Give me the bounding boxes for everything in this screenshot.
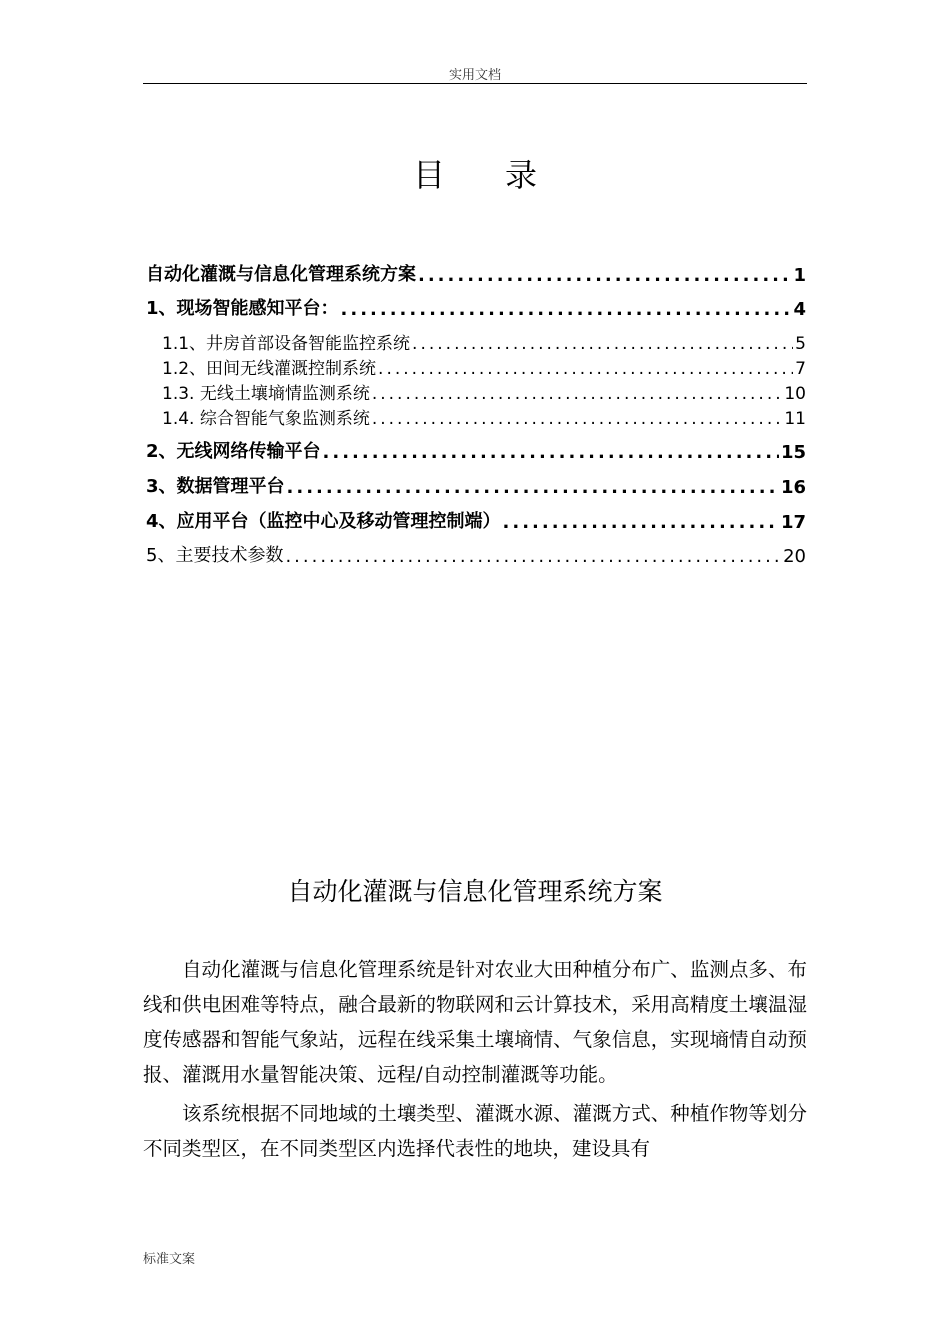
- toc-entry-page: 1: [793, 265, 806, 286]
- toc-entry-page: 20: [783, 546, 806, 567]
- toc-entry[interactable]: [146, 537, 806, 567]
- page-header: 实用文档: [448, 68, 501, 83]
- toc-entry-label: 1.3. 无线土壤墒情监测系统: [162, 384, 370, 404]
- toc-leader-dots: [323, 442, 779, 463]
- toc-entry[interactable]: [146, 468, 806, 498]
- toc-entry[interactable]: [146, 503, 806, 533]
- toc-entry-page: 11: [784, 409, 806, 429]
- toc-entry-page: 4: [793, 299, 806, 320]
- toc-entry[interactable]: [146, 290, 806, 320]
- section-body: [143, 952, 807, 1166]
- toc-entry-page: 7: [795, 359, 806, 379]
- toc-entry-label: 1.1、井房首部设备智能监控系统: [162, 334, 411, 354]
- toc-entry-page: 16: [780, 477, 806, 498]
- toc-entry-page: 5: [795, 334, 806, 354]
- toc-entry[interactable]: [162, 399, 806, 429]
- toc-entry-label: 2、无线网络传输平台: [146, 441, 321, 462]
- toc-entry-label: 1.4. 综合智能气象监测系统: [162, 409, 370, 429]
- body-paragraph: 自动化灌溉与信息化管理系统是针对农业大田种植分布广、监测点多、布线和供电困难等特点，融合最新的物联网和云计算技术，采用高精度土壤温湿度传感器和智能气象站，远程在线采集土壤墒情、气象信息，实现墒情自动预报、灌溉用水量智能决策、远程/自动控制灌溉等功能。: [143, 958, 807, 1086]
- page-footer: 标准文案: [143, 1252, 196, 1267]
- toc-leader-dots: [341, 299, 792, 320]
- toc-entry-label: 1、现场智能感知平台：: [146, 298, 339, 319]
- toc-entry-page: 15: [780, 442, 806, 463]
- toc-leader-dots: [285, 546, 781, 567]
- toc-entry[interactable]: [146, 433, 806, 463]
- header-rule: [143, 83, 807, 84]
- toc-entry-label: 1.2、田间无线灌溉控制系统: [162, 359, 377, 379]
- section-title: 自动化灌溉与信息化管理系统方案: [287, 877, 663, 906]
- toc-title: 目录: [412, 156, 597, 194]
- toc-entry[interactable]: [146, 256, 806, 286]
- body-paragraph: 该系统根据不同地域的土壤类型、灌溉水源、灌溉方式、种植作物等划分不同类型区，在不同类型区内选择代表性的地块，建设具有: [143, 1102, 807, 1160]
- toc-entry-page: 17: [780, 512, 806, 533]
- toc-leader-dots: [418, 265, 791, 286]
- toc-entry-label: 4、应用平台（监控中心及移动管理控制端）: [146, 511, 501, 532]
- toc-entry-label: 5、主要技术参数: [146, 545, 284, 566]
- toc-entry-label: 自动化灌溉与信息化管理系统方案: [146, 264, 416, 285]
- toc-entry-label: 3、数据管理平台: [146, 476, 285, 497]
- toc-entry-page: 10: [784, 384, 806, 404]
- toc-leader-dots: [503, 512, 779, 533]
- toc-leader-dots: [287, 477, 779, 498]
- toc-leader-dots: [372, 409, 783, 429]
